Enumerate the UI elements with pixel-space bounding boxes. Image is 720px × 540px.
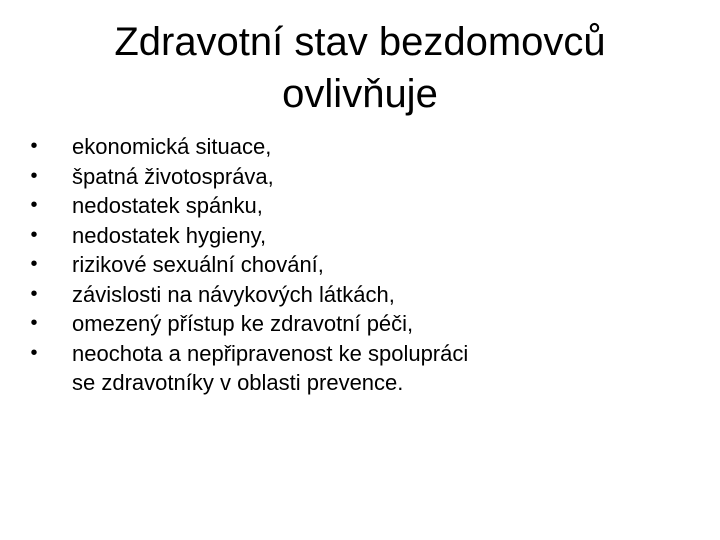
bullet-icon: •	[30, 312, 38, 334]
slide-title	[60, 16, 660, 120]
bullet-icon: •	[30, 223, 38, 246]
bullet-text: nedostatek spánku,	[72, 193, 263, 218]
bullet-text-continuation: se zdravotníky v oblasti prevence.	[72, 370, 404, 395]
bullet-icon: •	[30, 282, 38, 305]
bullet-text: rizikové sexuální chování,	[72, 252, 324, 277]
bullet-icon: •	[30, 253, 38, 275]
bullet-text: ekonomická situace,	[72, 134, 272, 159]
bullet-item-economic-situation	[28, 132, 688, 162]
bullet-icon: •	[30, 194, 38, 216]
bullet-icon: •	[30, 135, 38, 157]
bullet-text: nedostatek hygieny,	[72, 222, 267, 248]
bullet-text: neochota a nepřipravenost ke spolupráci	[72, 340, 469, 366]
bullet-item-risky-sexual-behavior	[28, 250, 688, 280]
bullet-item-poor-lifestyle	[28, 162, 688, 192]
slide-title-line-1: Zdravotní stav bezdomovců	[114, 20, 606, 64]
bullet-item-lack-of-sleep	[28, 191, 688, 221]
bullet-text: špatná životospráva,	[72, 163, 274, 189]
bullet-icon: •	[30, 341, 38, 364]
bullet-text: omezený přístup ke zdravotní péči,	[72, 311, 414, 336]
bullet-icon: •	[30, 164, 38, 187]
slide-title-line-2: ovlivňuje	[282, 72, 438, 116]
bullet-item-lack-of-hygiene	[28, 221, 688, 251]
bullet-item-unwillingness-to-cooperate	[28, 339, 688, 398]
bullet-item-limited-healthcare-access	[28, 309, 688, 339]
bullet-item-addictions	[28, 280, 688, 310]
bullet-text: závislosti na návykových látkách,	[72, 281, 395, 307]
bullet-list	[28, 132, 688, 398]
